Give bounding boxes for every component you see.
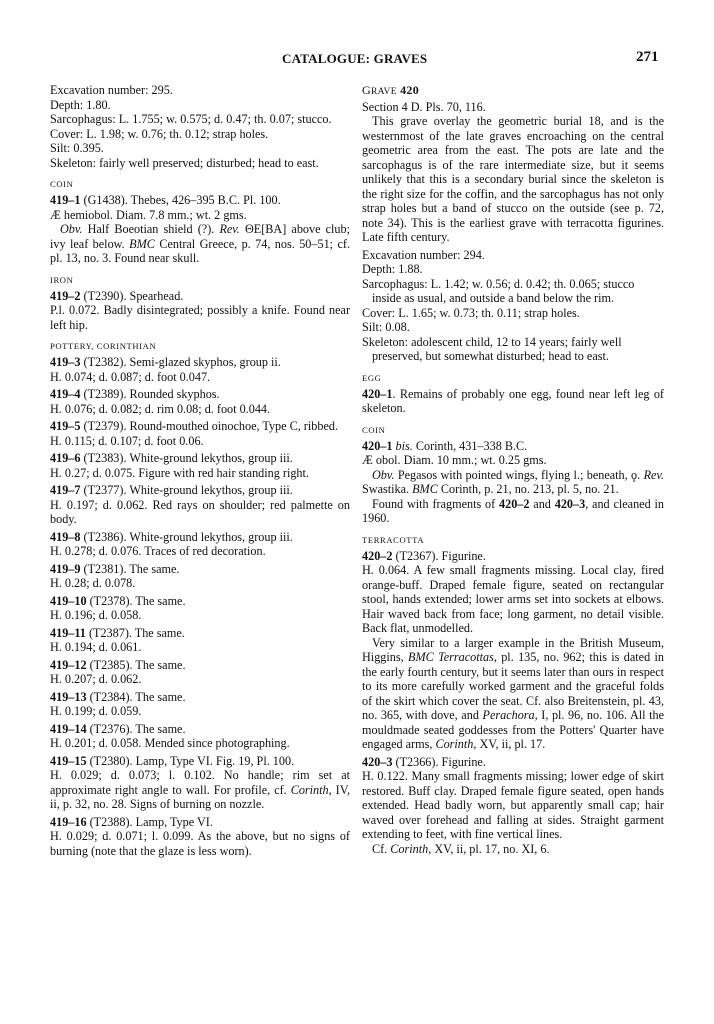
catalogue-entry xyxy=(50,530,350,559)
catalogue-entry xyxy=(362,387,664,416)
entry-id: 419–8 xyxy=(50,529,81,544)
entry-id: 419–12 xyxy=(50,657,87,672)
catalogue-entry xyxy=(50,355,350,384)
entry-id: 419–9 xyxy=(50,561,81,576)
found-text: Found with fragments of xyxy=(372,496,499,511)
comparison-text: Cf. xyxy=(372,841,391,856)
silt: Silt: 0.395. xyxy=(50,141,104,155)
bmc-ref: BMC xyxy=(412,482,438,496)
catalogue-entry xyxy=(362,755,664,857)
cover: Cover: L. 1.65; w. 0.73; th. 0.11; strap holes. xyxy=(362,305,580,320)
catalogue-entry xyxy=(50,754,350,812)
obverse-text: Half Boeotian shield (?). xyxy=(82,222,220,236)
entry-title: (T2379). Round-mouthed oinochoe, Type C, ribbed. xyxy=(80,419,338,433)
entry-title: (T2367). Figurine. xyxy=(392,548,486,563)
entry-id: 420–3 xyxy=(362,754,393,769)
depth: Depth: 1.88. xyxy=(362,262,423,276)
catalogue-entry xyxy=(50,722,350,751)
section-heading-coin: COIN xyxy=(50,179,74,189)
right-column xyxy=(362,83,664,856)
entry-title: (T2389). Rounded skyphos. xyxy=(80,387,220,401)
entry-title: (T2388). Lamp, Type VI. xyxy=(86,814,213,829)
skeleton: Skeleton: adolescent child, 12 to 14 years; fairly well preserved, but somewhat disturbed; head to east. xyxy=(362,334,622,363)
entry-title: (T2366). Figurine. xyxy=(392,754,486,769)
excavation-number: Excavation number: 295. xyxy=(50,83,173,97)
reference-text: , XV, ii, pl. 17, no. XI, 6. xyxy=(428,841,550,856)
catalogue-entry xyxy=(50,626,350,655)
catalogue-entry xyxy=(50,419,350,448)
corinth-ref: Corinth xyxy=(290,782,329,797)
skeleton: Skeleton: fairly well preserved; disturbed; head to east. xyxy=(50,155,319,170)
bmc-ref: BMC xyxy=(129,236,155,251)
silt: Silt: 0.08. xyxy=(362,320,410,334)
entry-id: 419–11 xyxy=(50,625,86,640)
section-heading-terracotta: TERRACOTTA xyxy=(362,534,425,545)
entry-description: P.l. 0.072. Badly disintegrated; possibly a knife. Found near left hip. xyxy=(50,303,350,332)
entry-title: (T2384). The same. xyxy=(86,689,186,704)
grave-heading xyxy=(362,83,664,100)
grave-heading-rest: RAVE xyxy=(370,87,397,97)
catalogue-entry xyxy=(50,483,350,527)
obverse-label: Obv. xyxy=(372,467,395,482)
entry-title: Corinth, 431–338 B.C. xyxy=(412,438,528,453)
entry-id: 420–1 xyxy=(362,438,393,453)
entry-description: H. 0.194; d. 0.061. xyxy=(50,640,142,654)
running-head: CATALOGUE: GRAVES xyxy=(282,51,428,66)
obverse-text: Pegasos with pointed wings, flying l.; beneath, ϙ. xyxy=(394,467,644,482)
cover: Cover: L. 1.98; w. 0.76; th. 0.12; strap holes. xyxy=(50,126,269,141)
grave-number: 420 xyxy=(396,83,420,97)
reverse-label: Rev. xyxy=(219,222,240,236)
entry-id: 420–1 xyxy=(362,386,393,401)
entry-title: (T2380). Lamp, Type VI. Fig. 19, Pl. 100. xyxy=(86,753,295,768)
sarcophagus: Sarcophagus: L. 1.42; w. 0.56; d. 0.42; th. 0.065; stucco inside as usual, and outside a band below the rim. xyxy=(362,276,635,305)
section-line: Section 4 D. Pls. 70, 116. xyxy=(362,99,486,114)
catalogue-entry xyxy=(50,562,350,591)
entry-description: Æ hemiobol. Diam. 7.8 mm.; wt. 2 gms. xyxy=(50,207,247,222)
entry-description: H. 0.28; d. 0.078. xyxy=(50,576,136,590)
entry-id: 419–1 xyxy=(50,193,81,207)
page-header xyxy=(0,50,714,70)
entry-description: Æ obol. Diam. 10 mm.; wt. 0.25 gms. xyxy=(362,453,547,467)
entry-description: H. 0.029; d. 0.071; l. 0.099. As the above, but no signs of burning (note that the glaze is less worn). xyxy=(50,829,350,858)
entry-description: H. 0.115; d. 0.107; d. foot 0.06. xyxy=(50,433,204,448)
reference-text: , IV, ii, p. 32, no. 28. Signs of burning on nozzle. xyxy=(50,782,350,811)
entry-description: H. 0.278; d. 0.076. Traces of red decoration. xyxy=(50,544,266,558)
bmc-terracottas-ref: BMC Terracottas xyxy=(408,650,494,664)
entry-id: 420–2 xyxy=(362,548,393,563)
reference-text: Central Greece, p. 74, nos. 50–51; cf. pl. 13, no. 3. Found near skull. xyxy=(50,236,350,265)
comparison-text: Very similar to a larger example in the British Museum, Higgins, xyxy=(362,635,664,664)
catalogue-entry xyxy=(362,439,664,526)
catalogue-entry xyxy=(50,193,350,266)
entry-title: (T2378). The same. xyxy=(86,593,186,608)
entry-id: 419–13 xyxy=(50,689,87,704)
entry-id: 419–7 xyxy=(50,483,81,497)
entry-description: . Remains of probably one egg, found near left leg of skeleton. xyxy=(362,386,664,415)
perachora-ref: Perachora xyxy=(482,708,535,722)
entry-id: 419–3 xyxy=(50,355,81,369)
catalogue-entry xyxy=(362,549,664,752)
catalogue-entry xyxy=(50,451,350,480)
excavation-number: Excavation number: 294. xyxy=(362,247,485,262)
reverse-text: Swastika. xyxy=(362,482,413,496)
entry-description-text: H. 0.029; d. 0.073; l. 0.102. No handle; rim set at approximate right angle to wall. For profile, cf. xyxy=(50,768,350,797)
grave-intro: This grave overlay the geometric burial 18, and is the westernmost of the late graves encroaching on the central geometric area from the east. The pots are late and the sarcophagus is of the rare intermediate size, but it seems unlikely that this is a secondary burial since the skeleton is the right size for the coffin, and the sarcophagus has not only strap holes but a band of stucco on the outside (see p. 72, note 34). This is the earliest grave with terracotta figurines. Late fifth century. xyxy=(362,114,664,244)
entry-description: H. 0.074; d. 0.087; d. foot 0.047. xyxy=(50,369,211,384)
section-heading-pottery: POTTERY, CORINTHIAN xyxy=(50,341,157,351)
catalogue-entry xyxy=(50,594,350,623)
entry-title: (T2385). The same. xyxy=(86,657,186,672)
reverse-label: Rev. xyxy=(643,467,664,482)
entry-id: 419–5 xyxy=(50,419,81,433)
entry-title: (G1438). Thebes, 426–395 B.C. Pl. 100. xyxy=(80,193,281,207)
found-text-end: , and cleaned in 1960. xyxy=(362,496,664,525)
entry-description: H. 0.196; d. 0.058. xyxy=(50,608,142,622)
entry-title: (T2386). White-ground lekythos, group iii. xyxy=(80,529,293,544)
entry-id: 419–2 xyxy=(50,288,81,303)
entry-description: H. 0.199; d. 0.059. xyxy=(50,704,142,718)
grave-419-data xyxy=(50,83,350,170)
entry-id: 419–16 xyxy=(50,814,87,829)
entry-id: 419–14 xyxy=(50,721,87,736)
corinth-ref: Corinth xyxy=(435,737,474,751)
entry-title: (T2390). Spearhead. xyxy=(80,288,184,303)
entry-title: (T2382). Semi-glazed skyphos, group ii. xyxy=(80,355,281,369)
bis-label: bis. xyxy=(392,438,413,453)
entry-title: (T2377). White-ground lekythos, group iii. xyxy=(80,483,293,497)
entry-description xyxy=(50,768,350,812)
entry-id: 419–6 xyxy=(50,451,81,465)
catalogue-entry xyxy=(50,815,350,859)
entry-ref: 420–3 xyxy=(554,496,586,511)
entry-description: H. 0.207; d. 0.062. xyxy=(50,672,142,686)
depth: Depth: 1.80. xyxy=(50,97,111,112)
reference-text: Corinth, p. 21, no. 213, pl. 5, no. 21. xyxy=(437,482,619,496)
catalogue-entry xyxy=(50,289,350,333)
entry-title: (T2376). The same. xyxy=(86,721,186,736)
entry-ref: 420–2 xyxy=(499,496,530,511)
catalogue-entry xyxy=(50,387,350,416)
comparison-text: , pl. 135, no. 962; this is dated in the early fourth century, but it seems later than ours in respect to its more carefully worked garment and the graceful folds of the skirt which cover the seat. Cf. also Breitenstein, pl. 43, no. 365, with dove, and xyxy=(362,650,664,722)
comparison-text: , XV, ii, pl. 17. xyxy=(473,737,546,751)
entry-id: 419–10 xyxy=(50,593,87,608)
corinth-ref: Corinth xyxy=(390,841,429,856)
page-number: 271 xyxy=(636,49,659,65)
found-and: and xyxy=(529,496,555,511)
section-heading-coin: COIN xyxy=(362,424,386,435)
entry-description: H. 0.197; d. 0.062. Red rays on shoulder; red palmette on body. xyxy=(50,497,350,526)
entry-title: (T2383). White-ground lekythos, group iii. xyxy=(80,451,293,465)
entry-description: H. 0.201; d. 0.058. Mended since photographing. xyxy=(50,736,290,750)
entry-id: 419–4 xyxy=(50,387,81,401)
entry-description: H. 0.064. A few small fragments missing. Local clay, fired orange-buff. Draped female figure, seated on rectangular stool, hands extended; lower arms set into sockets at elbows. Hair waved back from face; long garment, no detail visible. Back flat, unmodelled. xyxy=(362,563,664,635)
entry-description: H. 0.122. Many small fragments missing; lower edge of skirt restored. Buff clay. Draped female figure seated, open hands extended. Head badly worn, but apparently small cap; hair waved over forehead and falling at sides. Straight garment extending to feet, with fine vertical lines. xyxy=(362,769,664,841)
entry-title: (T2381). The same. xyxy=(80,561,180,576)
section-heading-iron: IRON xyxy=(50,274,74,285)
entry-description: H. 0.076; d. 0.082; d. rim 0.08; d. foot 0.044. xyxy=(50,401,271,416)
section-heading-egg: EGG xyxy=(362,372,382,383)
obverse-label: Obv. xyxy=(60,222,83,236)
catalogue-entry xyxy=(50,690,350,719)
reverse-text: ΘΕ[ΒΑ] above club; ivy leaf below. xyxy=(50,222,351,251)
left-column xyxy=(50,83,350,858)
comparison-text: , I, pl. 96, no. 106. All the mouldmade seated goddesses from the Potters' Quarter have engaged arms, xyxy=(362,708,664,751)
entry-description: H. 0.27; d. 0.075. Figure with red hair standing right. xyxy=(50,465,309,480)
entry-id: 419–15 xyxy=(50,753,87,768)
catalogue-entry xyxy=(50,658,350,687)
grave-heading-initial: G xyxy=(362,83,371,97)
sarcophagus: Sarcophagus: L. 1.755; w. 0.575; d. 0.47; th. 0.07; stucco. xyxy=(50,112,332,126)
entry-title: (T2387). The same. xyxy=(85,625,185,640)
